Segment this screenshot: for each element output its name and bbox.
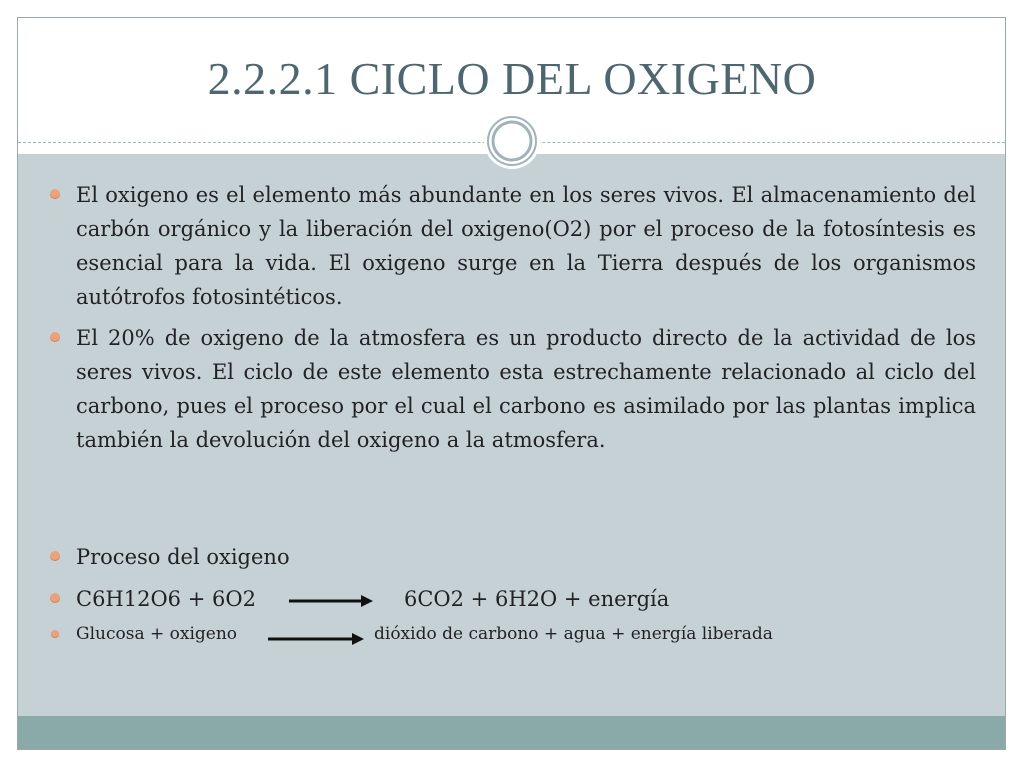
slide-title: 2.2.2.1 CICLO DEL OXIGENO: [207, 53, 817, 104]
bullet-text-oxigeno-elemento: El oxigeno es el elemento más abundante en los seres vivos. El almacenamiento del carbón orgánico y la liberación del oxigeno(O2) por el proceso de la fotosíntesis es esencial para la vida. El oxigeno surge en la Tierra después de los organismos autótrofos fotosintéticos.: [76, 183, 976, 309]
bullet-marker: [50, 332, 60, 342]
bullet-text-proceso: Proceso del oxigeno: [76, 545, 290, 569]
circle-ornament-icon: [483, 112, 541, 170]
bullet-marker: [51, 630, 59, 638]
equation-products: 6CO2 + 6H2O + energía: [404, 587, 670, 611]
bullet-marker: [50, 189, 60, 199]
equation-reactants: C6H12O6 + 6O2: [76, 587, 256, 611]
word-equation-products: dióxido de carbono + agua + energía liberada: [374, 624, 773, 644]
right-arrow-icon: [287, 592, 375, 608]
bullet-marker: [50, 551, 60, 561]
word-equation-reactants: Glucosa + oxigeno: [76, 624, 238, 644]
bullet-marker: [50, 593, 60, 603]
footer-band: [18, 716, 1005, 749]
bullet-text-atmosfera: El 20% de oxigeno de la atmosfera es un producto directo de la actividad de los seres vivos. El ciclo de este elemento esta estrechamente relacionado al ciclo del carbono, pues el proceso por el cual el carbono es asimilado por las plantas implica también la devolución del oxigeno a la atmosfera.: [76, 326, 976, 452]
right-arrow-icon: [266, 630, 366, 646]
